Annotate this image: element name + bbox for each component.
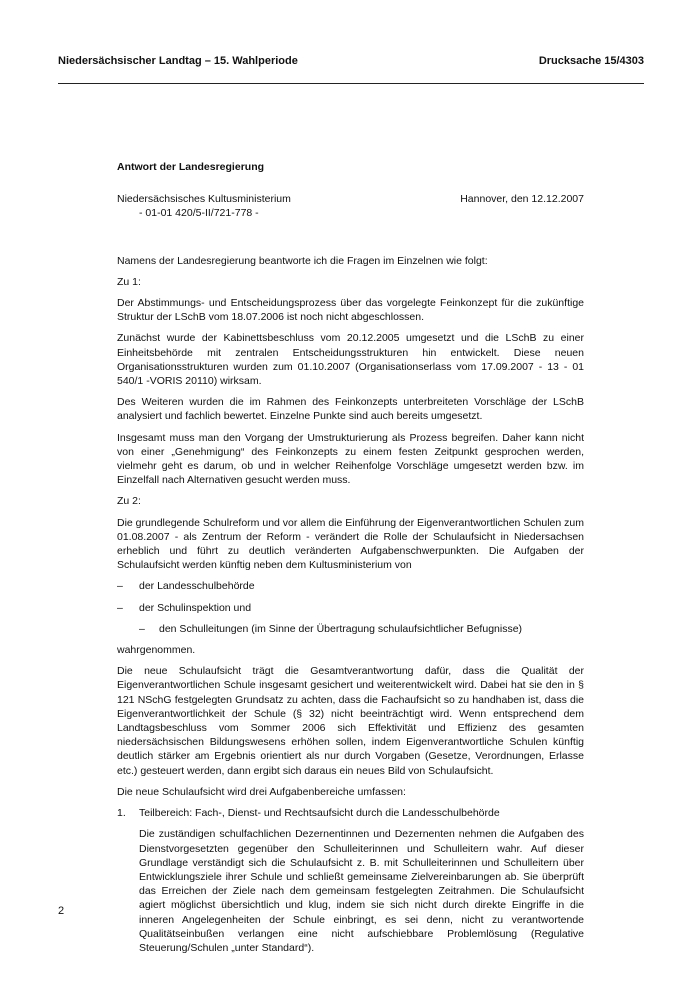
header-parliament: Niedersächsischer Landtag – 15. Wahlperiode xyxy=(58,55,298,67)
dash-marker: – xyxy=(139,622,145,635)
header-document-number: Drucksache 15/4303 xyxy=(538,55,644,67)
ministry-name: Niedersächsisches Kultusministerium xyxy=(117,193,291,206)
paragraph-6: wahrgenommen. xyxy=(117,644,196,657)
reference-number: - 01-01 420/5-II/721-778 - xyxy=(139,207,259,220)
document-body xyxy=(117,160,584,962)
list-item xyxy=(117,601,584,615)
paragraph-2: Zunächst wurde der Kabinettsbeschluss vom 20.12.2005 umgesetzt und die LSchB zu einer Einheitsbehörde mit zentralen Entscheidungsstrukturen hin entwickelt. Diese neuen Organisationsstrukturen wurden zum 01.10.2007 (Organisationserlass vom 17.09.2007 - 13 - 01 540/1 -VORIS 20110) wirksam. xyxy=(117,332,584,388)
page-number: 2 xyxy=(58,905,65,917)
question-2-label: Zu 2: xyxy=(117,495,141,508)
list-item-indented xyxy=(117,622,584,636)
dash-marker: – xyxy=(117,580,123,593)
paragraph-9: Die zuständigen schulfachlichen Dezernentinnen und Dezernenten nehmen die Aufgaben des Dienstvorgesetzten gegenüber den Schulleiterinnen und Schulleitern wahr. Auf dieser Grundlage verständigt sich die Schulaufsicht z. B. mit Schulleiterinnen und Schulleitern über Entwicklungsziele ihrer Schule und schließt gemeinsame Zielvereinbarungen ab. Sie überprüft das Erreichen der Ziele nach dem gemeinsam festgelegten Zeitrahmen. Die Schulaufsicht agiert möglichst übersichtlich und klug, indem sie sich nicht durch direkte Eingriffe in die inneren Angelegenheiten der Schule einbringt, es sei denn, nicht zu verantwortende Qualitätseinbußen verlangen eine nicht aufschiebbare Problemlösung (Regulative Steuerung/Schulen „unter Standard“). xyxy=(139,828,584,954)
paragraph-5: Die grundlegende Schulreform und vor allem die Einführung der Eigenverantwortlichen Schulen zum 01.08.2007 - als Zentrum der Reform - verändert die Rolle der Schulaufsicht in Niedersachsen erheblich und führt zu deutlich veränderten Aufgabenschwerpunkten. Die Aufgaben der Schulaufsicht werden künftig neben dem Kultusministerium von xyxy=(117,516,584,572)
sender-line xyxy=(117,192,584,206)
item-title: Teilbereich: Fach-, Dienst- und Rechtsaufsicht durch die Landesschulbehörde xyxy=(139,807,500,820)
place-date: Hannover, den 12.12.2007 xyxy=(460,193,584,206)
paragraph-8: Die neue Schulaufsicht wird drei Aufgabenbereiche umfassen: xyxy=(117,785,406,798)
question-1-label: Zu 1: xyxy=(117,275,141,288)
paragraph-7: Die neue Schulaufsicht trägt die Gesamtverantwortung dafür, dass die Qualität der Eigenverantwortlichen Schule insgesamt gesichert und weiterentwickelt wird. Dabei hat sie den in § 121 NSchG festgelegten Grundsatz zu achten, dass die Fachaufsicht so zu handhaben ist, dass die Eigenverantwortlichkeit der Schule (§ 32) nicht beeinträchtigt wird. Wenn entsprechend dem Landtagsbeschluss vom Sommer 2006 sich Effektivität und Effizienz des gesamten niedersächsischen Bildungswesens erhöhen sollen, indem Eigenverantwortliche Schulen künftig deutlich stärker am Ergebnis orientiert als nur durch Vorgaben (Gesetze, Verordnungen, Erlasse etc.) gesteuert werden, dann ergibt sich daraus ein neues Bild von Schulaufsicht. xyxy=(117,665,584,777)
section-heading: Antwort der Landesregierung xyxy=(117,161,265,173)
list-item xyxy=(117,579,584,593)
intro-paragraph: Namens der Landesregierung beantworte ich die Fragen im Einzelnen wie folgt: xyxy=(117,254,488,267)
numbered-item xyxy=(117,806,584,820)
item-number: 1. xyxy=(117,807,126,820)
list-item-text: der Landesschulbehörde xyxy=(139,580,255,593)
dash-marker: – xyxy=(117,601,123,614)
list-item-text: den Schulleitungen (im Sinne der Übertragung schulaufsichtlicher Befugnisse) xyxy=(159,622,523,635)
paragraph-4: Insgesamt muss man den Vorgang der Umstrukturierung als Prozess begreifen. Daher kann nicht von einer „Genehmigung“ des Feinkonzepts zu einem festen Zeitpunkt gesprochen werden, vielmehr geht es darum, ob und in welcher Reihenfolge Vorschläge umgesetzt werden bzw. im Einzelfall nach Alternativen gesucht werden muss. xyxy=(117,431,584,487)
paragraph-1: Der Abstimmungs- und Entscheidungsprozess über das vorgelegte Feinkonzept für die zukünftige Struktur der LSchB vom 18.07.2006 ist noch nicht abgeschlossen. xyxy=(117,297,584,324)
paragraph-3: Des Weiteren wurden die im Rahmen des Feinkonzepts unterbreiteten Vorschläge der LSchB analysiert und fachlich bewertet. Einzelne Punkte sind auch bereits umgesetzt. xyxy=(117,396,584,423)
list-item-text: der Schulinspektion und xyxy=(139,601,252,614)
header-rule xyxy=(58,83,644,84)
